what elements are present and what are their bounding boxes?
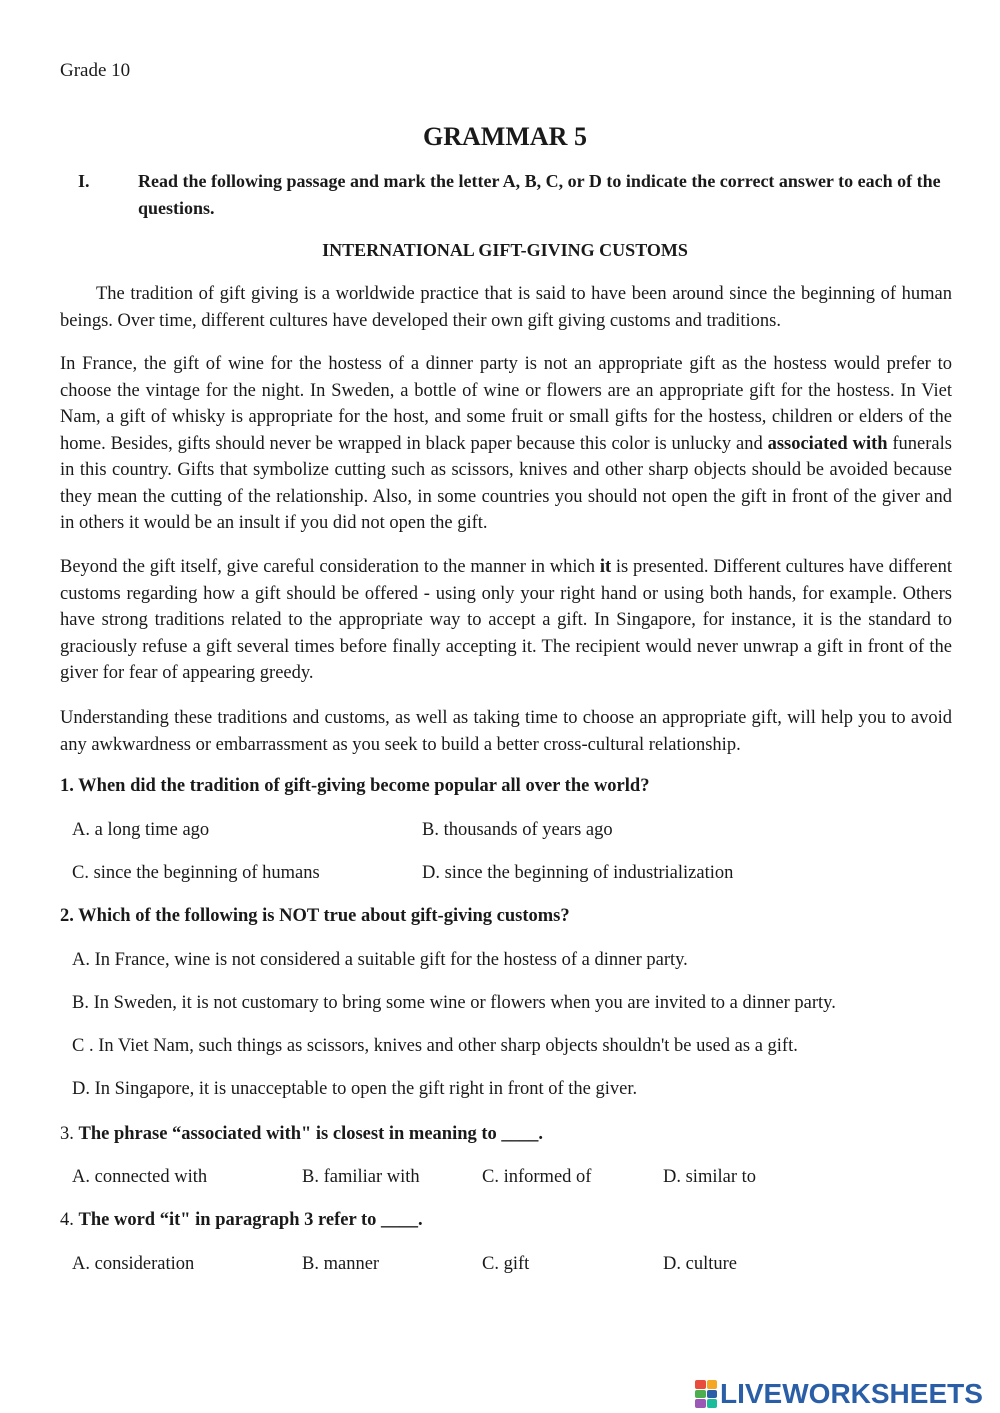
paragraph-3-text-end: is presented. Different cultures have different customs regarding how a gift should be offered - using only your right hand or using both hands, for example. Others have strong traditions related to the appropriate way to accept a gift. In Singapore, for instance, it is the standard to graciously refuse a gift several times before finally accepting it. The recipient would never unwrap a gift in front of the giver for fear of appearing greedy. [60, 557, 952, 683]
logo-tile [695, 1390, 706, 1399]
q3-option-c[interactable]: C. informed of [482, 1167, 592, 1187]
highlighted-phrase: associated with [767, 433, 888, 454]
liveworksheets-logo[interactable] [695, 1378, 983, 1410]
passage-paragraph-2 [60, 351, 952, 537]
logo-badge-icon [695, 1380, 717, 1408]
question-1: 1. When did the tradition of gift-giving become popular all over the world? [60, 776, 650, 796]
passage-title: INTERNATIONAL GIFT-GIVING CUSTOMS [322, 240, 688, 260]
paragraph-2-text-end: funerals in this country. Gifts that symbolize cutting such as scissors, knives and other sharp objects should be avoided because they mean the cutting of the relationship. Also, in some countries you should not open the gift in front of the giver and in others it would be an insult if you did not open the gift. [60, 433, 952, 533]
paragraph-2-text-start: In France, the gift of wine for the hostess of a dinner party is not an appropriate gift as the hostess would prefer to choose the vintage for the night. In Sweden, a bottle of wine or flowers are an appropriate gift for the hostess. In Viet Nam, a gift of whisky is appropriate for the host, and some fruit or small gifts for the hostess, children or elders of the home. Besides, gifts should never be wrapped in black paper because this color is unlucky and [60, 354, 952, 454]
question-4 [60, 1210, 423, 1231]
q2-option-b[interactable]: B. In Sweden, it is not customary to bring some wine or flowers when you are invited to a dinner party. [72, 993, 836, 1013]
q2-option-c[interactable]: C . In Viet Nam, such things as scissors, knives and other sharp objects shouldn't be used as a gift. [72, 1036, 798, 1056]
q4-option-d[interactable]: D. culture [663, 1254, 737, 1274]
section-instruction [60, 168, 955, 222]
q2-option-a[interactable]: A. In France, wine is not considered a suitable gift for the hostess of a dinner party. [72, 950, 688, 970]
q4-option-a[interactable]: A. consideration [72, 1254, 195, 1274]
logo-tile [695, 1380, 706, 1389]
logo-tile [707, 1399, 718, 1408]
passage-paragraph-1: The tradition of gift giving is a worldwide practice that is said to have been around since the beginning of human beings. Over time, different cultures have developed their own gift giving customs and traditions. [60, 284, 952, 331]
page-title: GRAMMAR 5 [423, 122, 587, 151]
highlighted-word: it [599, 557, 612, 577]
q1-option-c[interactable]: C. since the beginning of humans [72, 863, 320, 883]
q1-option-b[interactable]: B. thousands of years ago [422, 820, 613, 840]
paragraph-3-text-start: Beyond the gift itself, give careful consideration to the manner in which [60, 557, 600, 577]
q4-option-b[interactable]: B. manner [302, 1254, 380, 1274]
q2-option-d[interactable]: D. In Singapore, it is unacceptable to open the gift right in front of the giver. [72, 1079, 638, 1099]
logo-tile [707, 1380, 718, 1389]
q3-option-b[interactable]: B. familiar with [302, 1167, 420, 1187]
logo-tile [695, 1399, 706, 1408]
question-3-number: 3. [60, 1124, 74, 1144]
question-4-number: 4. [60, 1210, 74, 1230]
logo-tile [707, 1390, 718, 1399]
q3-option-a[interactable]: A. connected with [72, 1167, 208, 1187]
logo-text: LIVEWORKSHEETS [720, 1378, 983, 1409]
section-number: I. [78, 171, 90, 191]
grade-label: Grade 10 [60, 60, 131, 81]
question-2: 2. Which of the following is NOT true about gift-giving customs? [60, 906, 570, 926]
question-3 [60, 1124, 543, 1145]
passage-paragraph-3 [60, 554, 952, 687]
q1-option-d[interactable]: D. since the beginning of industrialization [422, 863, 734, 883]
q1-option-a[interactable]: A. a long time ago [72, 820, 210, 840]
passage-paragraph-4: Understanding these traditions and customs, as well as taking time to choose an appropriate gift, will help you to avoid any awkwardness or embarrassment as you seek to build a better cross-cultural relationship. [60, 708, 952, 755]
question-3-text: The phrase “associated with" is closest in meaning to ____. [78, 1124, 544, 1144]
instruction-text: Read the following passage and mark the letter A, B, C, or D to indicate the correct answer to each of the questions. [138, 171, 941, 218]
question-4-text: The word “it" in paragraph 3 refer to ____. [78, 1210, 423, 1230]
q4-option-c[interactable]: C. gift [482, 1254, 530, 1274]
q3-option-d[interactable]: D. similar to [663, 1167, 757, 1187]
